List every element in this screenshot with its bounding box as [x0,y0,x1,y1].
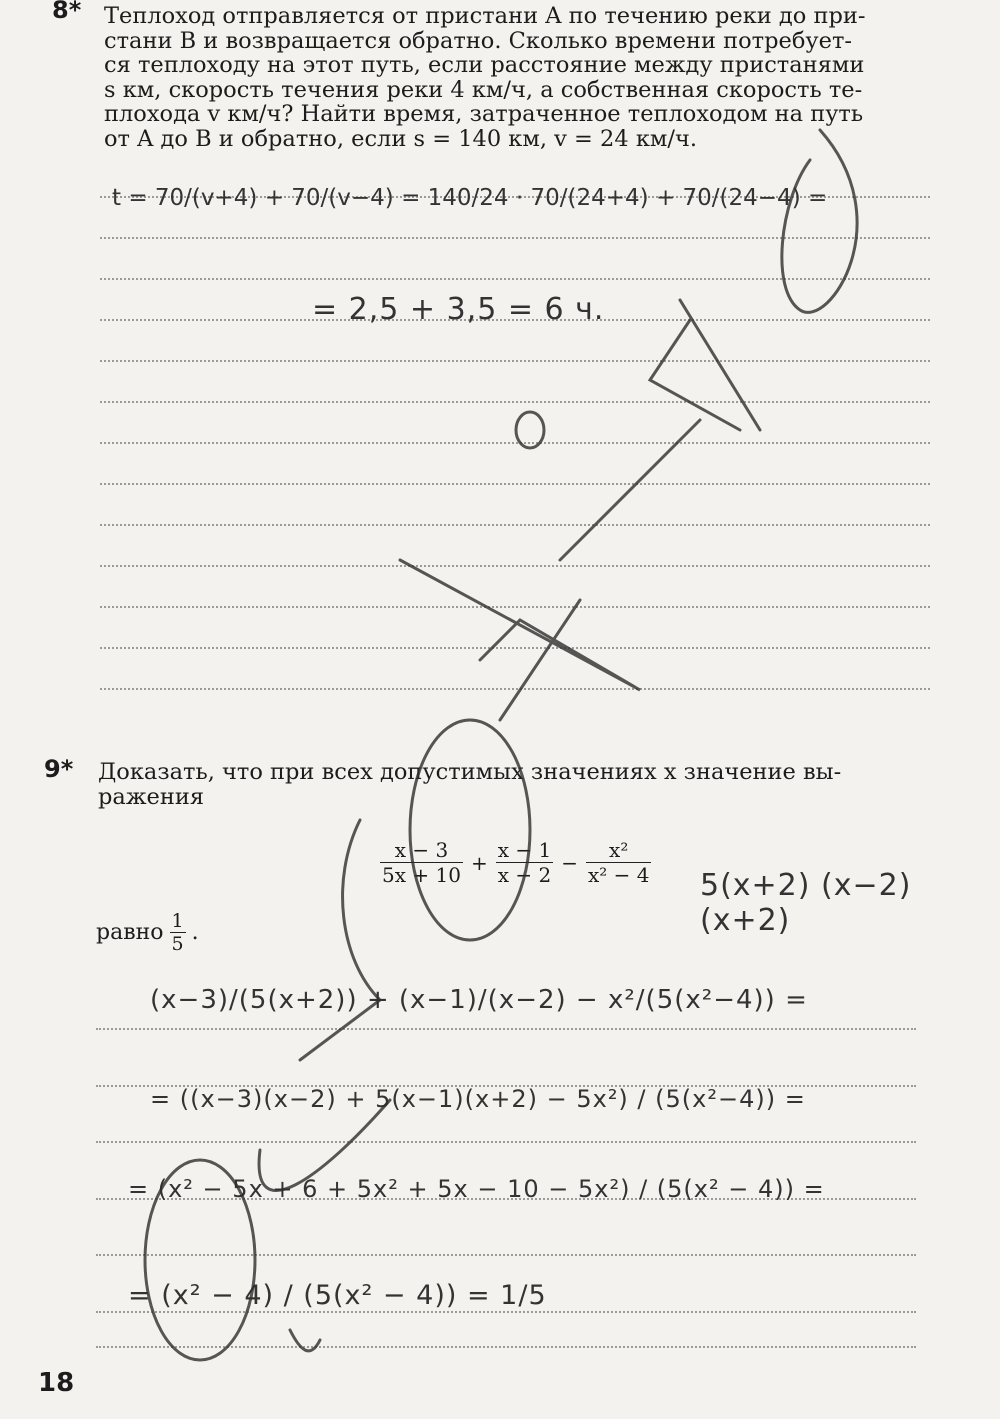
task-8-number: 8* [52,0,82,24]
page-number: 18 [38,1368,75,1398]
task-9-handwritten-line-1: (x−3)/(5(x+2)) + (x−1)/(x−2) − x²/(5(x²−4)) = [150,985,808,1015]
task-9-handwritten-line-2: = ((x−3)(x−2) + 5(x−1)(x+2) − 5x²) / (5(x²−4)) = [150,1085,806,1113]
task-8-line: Теплоход отправляется от пристани A по течению реки до при- [104,3,866,29]
task-9-handwritten-line-4: = (x² − 4) / (5(x² − 4)) = 1/5 [128,1280,547,1311]
task-8-line: от A до B и обратно, если s = 140 км, v = 24 км/ч. [104,125,697,152]
task-9-number: 9* [44,755,74,783]
task-9-line: ражения [98,783,205,810]
task-8-handwritten-line-1: t = 70/(v+4) + 70/(v−4) = 140/24 · 70/(24+4) + 70/(24−4) = [112,185,828,211]
fraction: $\frac{x - 3}{5x + 10}$ [382,838,461,887]
task-9-equals: равно $\frac{1}{5}$ . [96,910,199,955]
task-9-line: Доказать, что при всех допустимых значениях x значение вы- [98,759,842,785]
plus-operator: + [470,850,488,875]
task-8-line: s км, скорость течения реки 4 км/ч, а собственная скорость те- [104,76,863,103]
fraction: $\frac{1}{5}$ [171,910,184,955]
task-8-line: плохода v км/ч? Найти время, затраченное теплоходом на путь [104,101,864,127]
task-8-handwritten-line-2: = 2,5 + 3,5 = 6 ч. [312,292,605,327]
fraction: $\frac{\text{x²}}{\text{x² − 4}}$ [587,838,650,887]
minus-operator: − [561,850,578,875]
task-9-side-note: 5(x+2) (x−2)(x+2) [700,868,912,938]
task-8-line: стани B и возвращается обратно. Сколько времени потребует- [104,27,852,54]
fraction: $\frac{x - 1}{x - 2}$ [497,838,552,887]
task-9-handwritten-line-3: = (x² − 5x + 6 + 5x² + 5x − 10 − 5x²) / (5(x² − 4)) = [128,1175,825,1203]
task-8-line: ся теплоходу на этот путь, если расстояние между пристанями [104,52,865,78]
